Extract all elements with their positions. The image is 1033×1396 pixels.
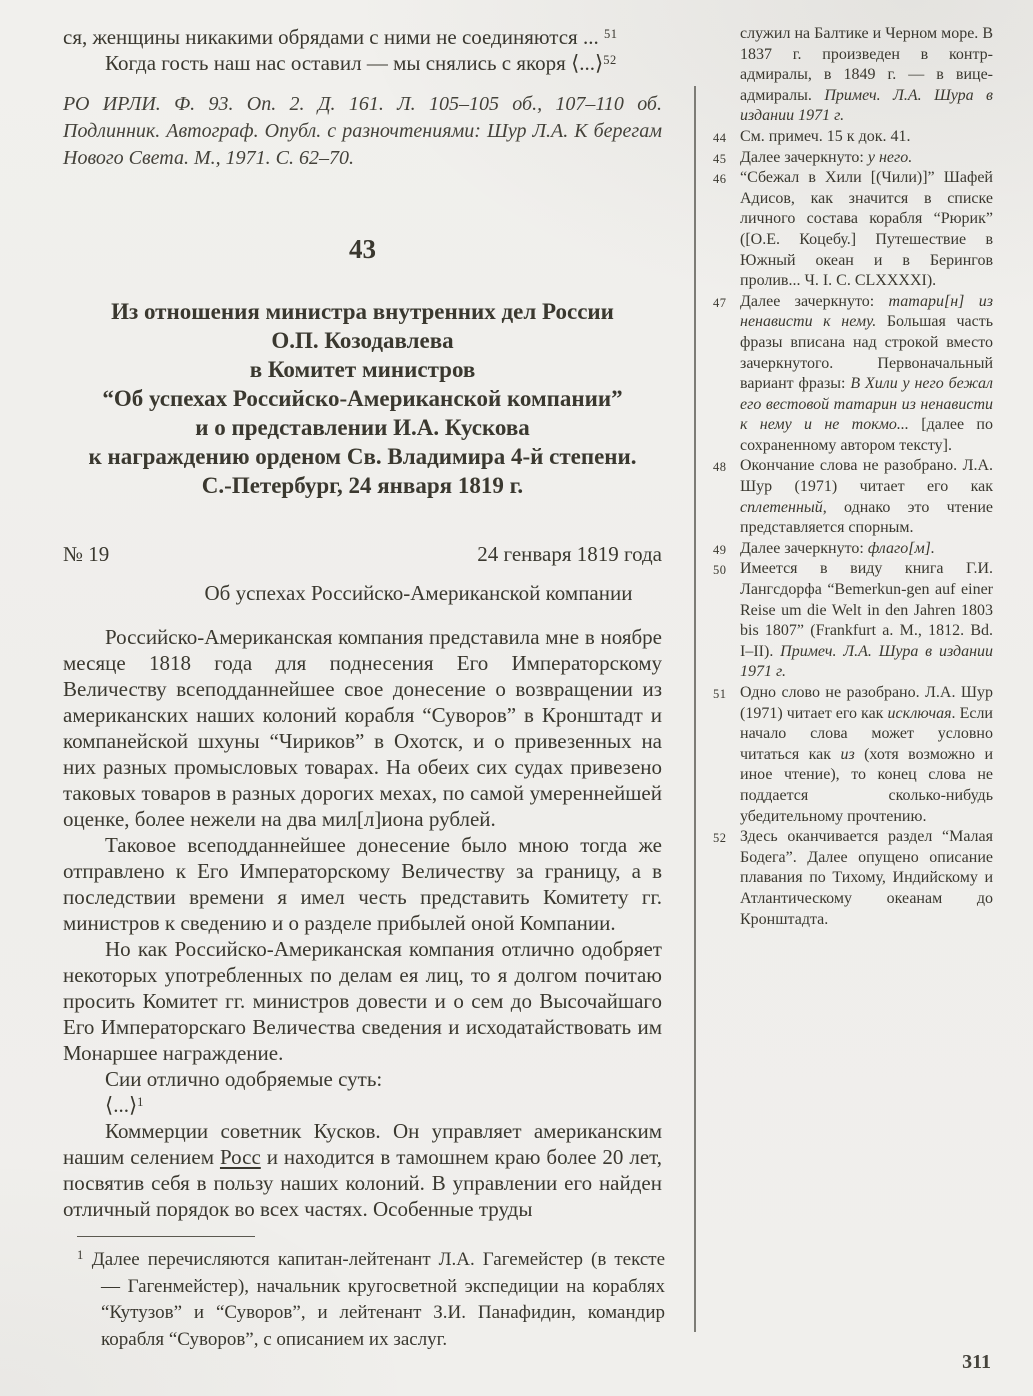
paragraph xyxy=(63,50,662,76)
omission-brackets: ⟨...⟩ xyxy=(105,1093,138,1117)
paragraph-text: Когда гость наш нас оставил — мы снялись с якоря ⟨...⟩ xyxy=(105,51,604,75)
endnote-text-segment: Далее зачеркнуто: xyxy=(740,292,889,310)
body-paragraph: Сии отлично одобряемые суть: xyxy=(105,1067,383,1091)
endnote xyxy=(713,168,993,292)
endnote-number: 48 xyxy=(713,460,727,475)
endnote xyxy=(713,456,993,538)
omission-marker xyxy=(63,1092,662,1118)
heading-line: “Об успехах Российско-Американской компании” xyxy=(102,386,623,411)
endnote-text-segment: исключая xyxy=(887,704,952,722)
document-body xyxy=(63,624,662,1222)
endnote xyxy=(713,292,993,457)
footnote-text: Далее перечисляются капитан-лейтенант Л.А. Гагемейстер (в тексте — Гагенмейстер), начальник кругосветной экспедиции на кораблях “Кутузов” и “Суворов”, и лейтенант З.И. Панафидин, командир корабля “Суворов”, с описанием их заслуг. xyxy=(91,1249,665,1350)
document-heading xyxy=(63,297,662,500)
endnote-text-segment: татари[н] из ненависти к нему. xyxy=(740,292,993,331)
endnote-text-segment: См. примеч. 15 к док. 41. xyxy=(740,127,911,145)
footnote-block xyxy=(77,1236,665,1353)
endnote xyxy=(713,827,993,930)
endnote-text-segment: , однако это чтение представляется спорным. xyxy=(740,498,993,537)
column-divider xyxy=(694,86,696,1332)
endnote-text-segment: Имеется в виду книга Г.И. Лангсдорфа “Bemerkun-gen auf einer Reise um die Welt in den Jahren 1803 bis 1807” (Frankfurt a. M., 1812. Bd. I–II). xyxy=(740,560,993,660)
doc-subject: Об успехах Российско-Американской компании xyxy=(204,581,633,605)
endnote-number: 45 xyxy=(713,151,727,166)
endnote-number: 50 xyxy=(713,563,727,578)
archival-reference: РО ИРЛИ. Ф. 93. Оп. 2. Д. 161. Л. 105–105 об., 107–110 об. Подлинник. Автограф. Опубл. с разночтениями: Шур Л.А. К берегам Нового Света. М., 1971. С. 62–70. xyxy=(63,93,662,169)
heading-line: Из отношения министра внутренних дел России xyxy=(111,299,614,324)
heading-line: к награждению орденом Св. Владимира 4-й степени. xyxy=(88,444,637,469)
endnote-number: 46 xyxy=(713,172,727,187)
endnote-text-segment: . Если начало слова может условно читаться как xyxy=(740,704,993,763)
endnote-text-segment: Большая часть фразы вписана над строкой вместо зачеркнутого. Первоначальный вариант фразы: xyxy=(740,313,993,393)
endnote-number: 47 xyxy=(713,295,727,310)
document-number: 43 xyxy=(349,234,376,264)
heading-line: С.-Петербург, 24 января 1819 г. xyxy=(201,473,524,498)
heading-line: в Комитет министров xyxy=(249,357,476,382)
footnote-marker: 51 xyxy=(603,27,618,41)
heading-line: О.П. Козодавлева xyxy=(271,328,454,353)
endnote xyxy=(713,127,993,148)
endnote-text-segment: В Хили у него бежал его вестовой татарин из ненависти к нему и не токмо... xyxy=(740,375,993,434)
footnote-marker: 1 xyxy=(137,1095,144,1109)
endnote-number: 49 xyxy=(713,542,727,557)
paragraph-text: ся, женщины никакими обрядами с ними не соединяются ... xyxy=(63,25,604,49)
footnote xyxy=(77,1247,665,1353)
endnote xyxy=(713,683,994,827)
body-paragraph: Российско-Американская компания представила мне в ноябре месяце 1818 года для поднесения Его Императорскому Величеству всеподданнейшее свое донесение о возвращении из американских наших колоний корабля “Суворов” в Кронштадт и компанейской шхуны “Чириков” в Охотск, и о привезенных на них разных промысловых товарах. На обеих сих судах привезено таковых товаров в разных дорогих мехах, по самой умереннейшей оценке, более нежели на два мил[л]иона рублей. xyxy=(63,625,662,831)
endnote-number: 52 xyxy=(713,831,727,846)
underlined-word: Росс xyxy=(219,1145,261,1169)
endnote-text-segment: [далее по сохраненному автором тексту]. xyxy=(740,416,993,454)
main-column xyxy=(63,24,662,1222)
endnote xyxy=(740,24,993,127)
doc-number-label: № 19 xyxy=(63,542,110,566)
endnote-text-segment: “Сбежал в Хили [(Чили)]” Шафей Адисов, как значится в списке личного состава корабля “Рюрик” ([О.Е. Коцебу.] Путешествие в Южный океан и в Берингов пролив... Ч. I. С. CLXXXXI). xyxy=(740,169,993,290)
notes-column xyxy=(713,24,994,930)
endnote-text-segment: Далее зачеркнуто: xyxy=(740,539,868,557)
endnote xyxy=(713,539,993,560)
doc-meta-row xyxy=(63,540,662,568)
footnote-rule xyxy=(77,1236,255,1237)
endnote-text-segment: (хотя возможно и иное чтение), то конец слова не поддается сколько-нибудь убедительному прочтению. xyxy=(740,745,994,825)
paragraph-continuation xyxy=(63,24,662,50)
endnote-text-segment: сплетенный xyxy=(740,498,823,516)
endnote-text-segment: Здесь оканчивается раздел “Малая Бодега”. Далее опущено описание плавания по Тихому, Индийскому и Атлантическому океанам до Кронштадта. xyxy=(740,828,993,928)
endnote-text-segment: флаго[м]. xyxy=(867,539,935,557)
paragraph-text: Коммерции советник Кусков. Он управляет американским нашим селением xyxy=(63,1119,662,1169)
endnote-text-segment: у него. xyxy=(867,148,913,166)
endnote-text-segment: Одно слово не разобрано. Л.А. Шур (1971) читает его как xyxy=(740,684,993,722)
endnote-text-segment: из xyxy=(840,745,855,763)
endnote xyxy=(713,559,994,683)
endnote-text-segment: служил на Балтике и Черном море. В 1837 г. произведен в контр-адмиралы, в 1849 г. — в вице-адмиралы. xyxy=(740,25,993,104)
endnote-text-segment: Примеч. Л.А. Шура в издании 1971 г. xyxy=(740,642,994,681)
footnote-number: 1 xyxy=(77,1248,84,1262)
endnote-text-segment: Окончание слова не разобрано. Л.А. Шур (1971) читает его как xyxy=(740,457,993,496)
heading-line: и о представлении И.А. Кускова xyxy=(195,415,530,440)
endnote-text-segment: Далее зачеркнуто: xyxy=(740,148,868,166)
footnote-marker: 52 xyxy=(603,53,617,67)
paragraph-text: и находится в тамошнем краю более 20 лет, посвятив себя в пользу наших колоний. В управлении его найден отличный порядок во всех частях. Особенные труды xyxy=(63,1145,662,1221)
body-paragraph xyxy=(63,1118,662,1222)
endnote-text-segment: Примеч. Л.А. Шура в издании 1971 г. xyxy=(740,86,994,125)
body-paragraph: Таковое всеподданнейшее донесение было мною тогда же отправлено к Его Императорскому Величеству за границу, а в последствии времени я имел честь представить Комитету гг. министров к сведению и о разделе прибылей оной Компании. xyxy=(63,833,662,935)
endnote-number: 51 xyxy=(713,687,727,701)
page-number: 311 xyxy=(962,1351,991,1373)
body-paragraph: Но как Российско-Американская компания отлично одобряет некоторых употребленных по делам ея лиц, то я долгом почитаю просить Комитет гг. министров довести и о сем до Высочайшаго Его Императорскаго Величества сведения и исходатайствовать им Монаршее награждение. xyxy=(63,937,662,1065)
endnote xyxy=(713,148,993,169)
doc-date: 24 генваря 1819 года xyxy=(477,542,662,566)
endnote-number: 44 xyxy=(713,130,727,145)
